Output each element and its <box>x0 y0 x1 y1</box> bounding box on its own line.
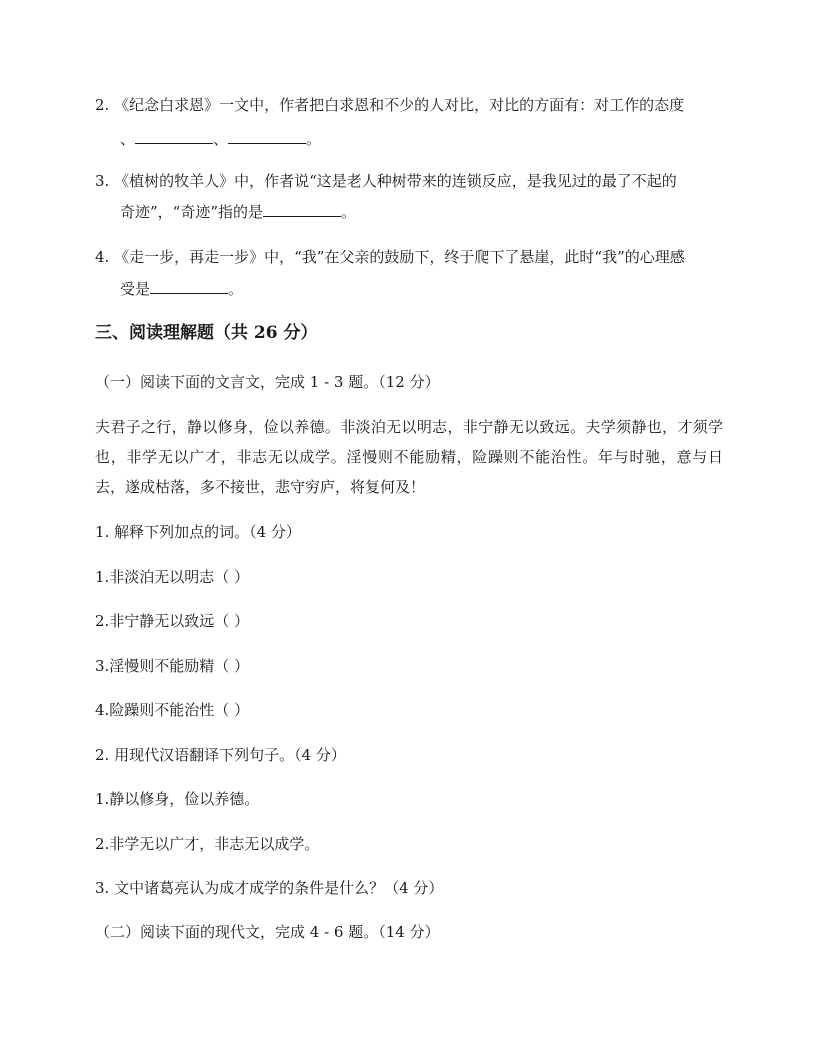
question-3-line-2-text: 奇迹”，“奇迹”指的是 <box>120 203 264 221</box>
question-4-line-2 <box>120 278 760 300</box>
question-3-line-1: 3. 《植树的牧羊人》中，作者说“这是老人种树带来的连锁反应，是我见过的最了不起的 <box>95 172 677 190</box>
question-4-line-2-text: 受是 <box>120 280 151 298</box>
question-4-line-1: 4. 《走一步，再走一步》中，“我”在父亲的鼓励下，终于爬下了悬崖，此时“我”的心理感 <box>95 248 685 266</box>
answer-blank[interactable] <box>135 129 213 144</box>
classical-passage: 夫君子之行，静以修身，俭以养德。非淡泊无以明志，非宁静无以致远。夫学须静也，才须学也，非学无以广才，非志无以成学。淫慢则不能励精，险躁则不能治性。年与时驰，意与日去，遂成枯落，多不接世，悲守穷庐，将复何及！ <box>95 418 723 496</box>
q2-item: 1.静以修身，俭以养德。 <box>95 790 260 808</box>
question-3-line-2 <box>120 201 760 223</box>
q1-item: 3.淫慢则不能励精（ ） <box>95 657 250 675</box>
question-2-separator-1: 、 <box>120 130 136 148</box>
part-1-title: （一）阅读下面的文言文，完成 1 - 3 题。（12 分） <box>95 373 440 391</box>
question-2-end-mark: 。 <box>306 130 322 148</box>
part-2-title: （二）阅读下面的现代文，完成 4 - 6 题。（14 分） <box>95 923 440 941</box>
q1-item: 4.险躁则不能治性（ ） <box>95 701 250 719</box>
q1-title: 1. 解释下列加点的词。（4 分） <box>95 523 301 541</box>
q1-item: 1.非淡泊无以明志（ ） <box>95 568 250 586</box>
q2-title: 2. 用现代汉语翻译下列句子。（4 分） <box>95 746 346 764</box>
answer-blank[interactable] <box>263 202 341 217</box>
q2-item: 2.非学无以广才，非志无以成学。 <box>95 835 320 853</box>
answer-blank[interactable] <box>150 279 228 294</box>
question-4-end-mark: 。 <box>228 280 244 298</box>
question-2-separator-2: 、 <box>213 130 229 148</box>
answer-blank[interactable] <box>228 129 306 144</box>
q3-title: 3. 文中诸葛亮认为成才成学的条件是什么？（4 分） <box>95 879 444 897</box>
question-2-line-1: 2. 《纪念白求恩》一文中，作者把白求恩和不少的人对比，对比的方面有：对工作的态度 <box>95 96 685 114</box>
section-heading: 三、阅读理解题（共 26 分） <box>95 323 318 343</box>
question-2-line-2 <box>120 128 760 150</box>
question-3-end-mark: 。 <box>341 203 357 221</box>
q1-item: 2.非宁静无以致远（ ） <box>95 612 250 630</box>
